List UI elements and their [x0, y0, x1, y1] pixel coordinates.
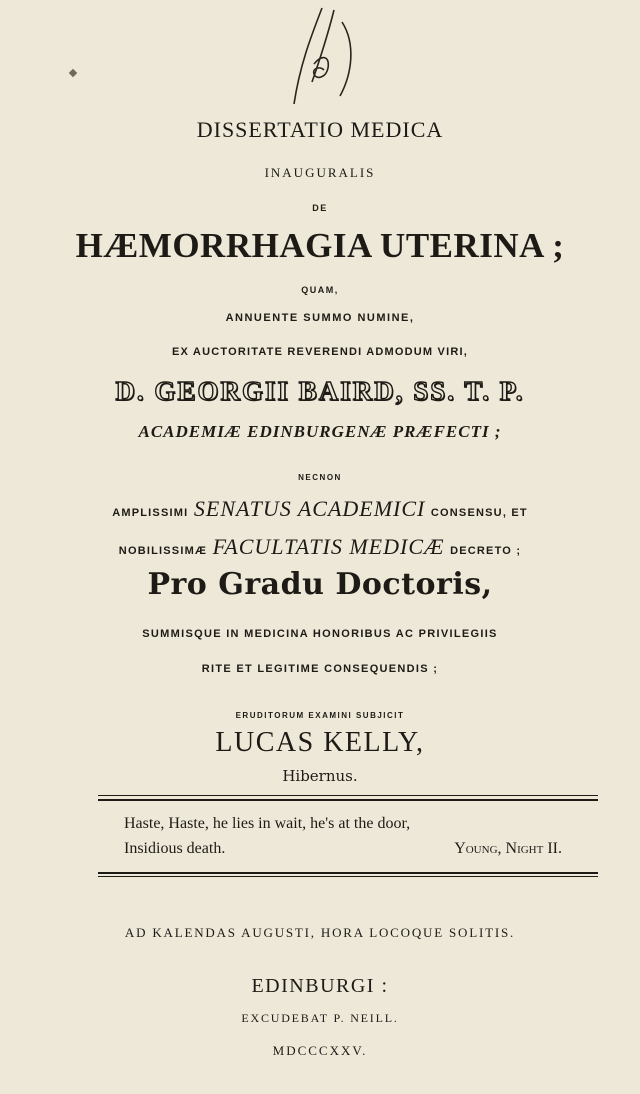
nobilissimae-word: NOBILISSIMÆ: [118, 545, 208, 557]
author-name: LUCAS KELLY,: [215, 727, 425, 758]
eruditorum-line: ERUDITORUM EXAMINI SUBJICIT: [235, 711, 405, 720]
necnon-line: NECNON: [298, 473, 342, 482]
imprint-city: EDINBURGI :: [251, 975, 389, 997]
epigraph-line-2: Insidious death.: [124, 840, 226, 857]
de-line: DE: [312, 203, 328, 213]
academiae-line: ACADEMIÆ EDINBURGENÆ PRÆFECTI ;: [138, 422, 502, 441]
decreto-word: DECRETO ;: [450, 545, 522, 557]
annuente-line: ANNUENTE SUMMO NUMINE,: [225, 312, 415, 324]
senatus-line: [0, 496, 640, 522]
author-origin: Hibernus.: [282, 767, 358, 785]
summisque-line: SUMMISQUE IN MEDICINA HONORIBUS AC PRIVILEGIIS: [142, 628, 498, 640]
bottom-rule-thin: [98, 876, 598, 877]
senatus-academici: SENATUS ACADEMICI: [193, 496, 426, 521]
pro-gradu-doctoris: Pro Gradu Doctoris,: [147, 567, 493, 602]
ink-mark: [69, 69, 77, 77]
auctoritate-line: EX AUCTORITATE REVERENDI ADMODUM VIRI,: [172, 346, 468, 358]
imprint-year: MDCCCXXV.: [272, 1043, 368, 1058]
amplissimi-word: AMPLISSIMI: [112, 507, 189, 519]
rite-line: RITE ET LEGITIME CONSEQUENDIS ;: [201, 663, 439, 675]
handwritten-shelf-mark: [282, 4, 362, 114]
quam-line: QUAM,: [301, 285, 339, 295]
rector-name: D. GEORGII BAIRD, SS. T. P.: [115, 376, 525, 406]
kalendas-line: AD KALENDAS AUGUSTI, HORA LOCOQUE SOLITIS.: [124, 925, 516, 940]
consensu-word: CONSENSU, ET: [430, 507, 528, 519]
dissertation-title: DISSERTATIO MEDICA: [196, 117, 444, 142]
top-rule-thin: [98, 795, 598, 796]
top-rule-thick: [98, 799, 598, 801]
epigraph-line-1: Haste, Haste, he lies in wait, he's at the door,: [124, 815, 411, 832]
inauguralis-line: INAUGURALIS: [264, 165, 376, 180]
facultatis-medicae: FACULTATIS MEDICÆ: [212, 534, 445, 559]
dissertation-subject: HÆMORRHAGIA UTERINA ;: [75, 226, 565, 265]
facultatis-line: [0, 534, 640, 560]
epigraph-attribution: Young, Night II.: [454, 840, 562, 857]
imprint-printer: EXCUDEBAT P. NEILL.: [241, 1011, 399, 1025]
bottom-rule-thick: [98, 872, 598, 874]
